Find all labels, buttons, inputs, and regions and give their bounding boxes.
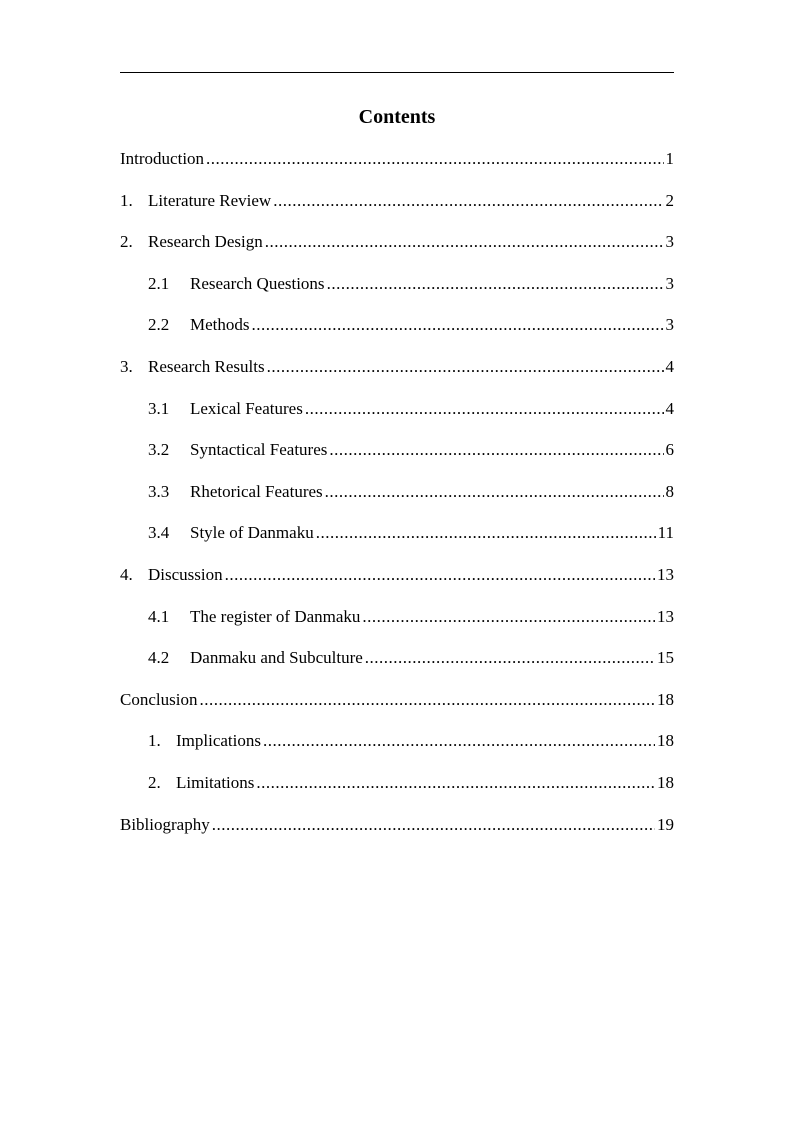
toc-entry-number: 1. xyxy=(120,190,133,210)
toc-entry-methods[interactable] xyxy=(120,314,674,356)
toc-entry-title: The register of Danmaku xyxy=(190,606,361,626)
dot-leader xyxy=(256,772,655,794)
toc-page-number: 1 xyxy=(665,149,674,168)
toc-entry-number: 3.1 xyxy=(148,398,170,418)
toc-entry-research-results[interactable] xyxy=(120,356,674,398)
dot-leader xyxy=(362,606,655,628)
toc-entry-title: Implications xyxy=(176,731,261,751)
dot-leader xyxy=(305,398,664,420)
toc-entry-number: 2. xyxy=(148,772,161,792)
header-rule xyxy=(120,72,674,73)
dot-leader xyxy=(365,647,655,669)
toc-entry-number: 3.3 xyxy=(148,481,170,501)
dot-leader xyxy=(273,190,663,212)
toc-entry-rhetorical-features[interactable] xyxy=(120,481,674,523)
toc-page-number: 13 xyxy=(657,564,674,584)
toc-page-number: 8 xyxy=(665,481,674,501)
dot-leader xyxy=(199,689,655,711)
toc-entry-title: Style of Danmaku xyxy=(190,523,314,543)
toc-entry-number: 3.2 xyxy=(148,440,170,460)
dot-leader xyxy=(327,273,664,295)
toc-entry-research-questions[interactable] xyxy=(120,273,674,315)
dot-leader xyxy=(252,314,664,336)
dot-leader xyxy=(325,481,664,503)
dot-leader xyxy=(316,522,656,544)
toc-entry-number: 4.2 xyxy=(148,648,170,668)
toc-page-number: 18 xyxy=(657,772,674,792)
dot-leader xyxy=(329,439,663,461)
toc-entry-title: Conclusion xyxy=(120,689,198,709)
toc-entry-title: Limitations xyxy=(176,772,255,792)
toc-entry-limitations[interactable] xyxy=(120,772,674,814)
toc-entry-title: Research Questions xyxy=(190,273,325,293)
dot-leader xyxy=(265,231,664,253)
toc-entry-danmaku-and-subculture[interactable] xyxy=(120,647,674,689)
toc-page-number: 15 xyxy=(657,648,674,668)
toc-entry-style-of-danmaku[interactable] xyxy=(120,522,674,564)
dot-leader xyxy=(212,814,655,836)
toc-entry-title: Research Results xyxy=(148,356,265,376)
toc-entry-number: 1. xyxy=(148,731,161,751)
toc-entry-literature-review[interactable] xyxy=(120,190,674,232)
toc-entry-title: Methods xyxy=(190,315,250,335)
toc-entry-title: Lexical Features xyxy=(190,398,303,418)
toc-entry-title: Discussion xyxy=(148,564,223,584)
page-title: Contents xyxy=(358,106,436,128)
toc-entry-title: Danmaku and Subculture xyxy=(190,648,363,668)
toc-entry-title: Research Design xyxy=(148,232,263,252)
toc-entry-research-design[interactable] xyxy=(120,231,674,273)
toc-entry-register-of-danmaku[interactable] xyxy=(120,606,674,648)
toc-page-number: 4 xyxy=(665,398,674,418)
toc-entry-syntactical-features[interactable] xyxy=(120,439,674,481)
toc-page-number: 18 xyxy=(657,689,674,709)
toc-entry-number: 4.1 xyxy=(148,606,170,626)
toc-entry-discussion[interactable] xyxy=(120,564,674,606)
toc-entry-number: 4. xyxy=(120,564,133,584)
toc-entry-number: 2. xyxy=(120,232,133,252)
toc-entry-introduction[interactable] xyxy=(120,148,674,190)
toc-entry-lexical-features[interactable] xyxy=(120,398,674,440)
toc-page-number: 6 xyxy=(665,440,674,460)
toc-page-number: 3 xyxy=(665,273,674,293)
toc-entry-title: Literature Review xyxy=(148,190,272,210)
dot-leader xyxy=(263,730,655,752)
toc-entry-title: Bibliography xyxy=(120,814,210,834)
toc-entry-title: Introduction xyxy=(120,149,205,168)
toc-page-number: 2 xyxy=(665,190,674,210)
dot-leader xyxy=(225,564,655,586)
dot-leader xyxy=(206,148,663,170)
toc-entry-implications[interactable] xyxy=(120,730,674,772)
toc-page-number: 13 xyxy=(657,606,674,626)
toc-entry-number: 2.1 xyxy=(148,273,170,293)
toc-page-number: 19 xyxy=(657,814,674,834)
toc-entry-number: 3.4 xyxy=(148,523,170,543)
dot-leader xyxy=(267,356,664,378)
toc-page-number: 18 xyxy=(657,731,674,751)
toc-entry-title: Rhetorical Features xyxy=(190,481,323,501)
toc-page-number: 11 xyxy=(657,523,674,543)
toc-page-number: 4 xyxy=(665,356,674,376)
toc-entry-bibliography[interactable] xyxy=(120,814,674,856)
toc-page-number: 3 xyxy=(665,315,674,335)
toc-entry-conclusion[interactable] xyxy=(120,689,674,731)
table-of-contents xyxy=(120,148,674,855)
toc-entry-title: Syntactical Features xyxy=(190,440,328,460)
toc-entry-number: 2.2 xyxy=(148,315,170,335)
toc-entry-number: 3. xyxy=(120,356,133,376)
toc-page-number: 3 xyxy=(665,232,674,252)
